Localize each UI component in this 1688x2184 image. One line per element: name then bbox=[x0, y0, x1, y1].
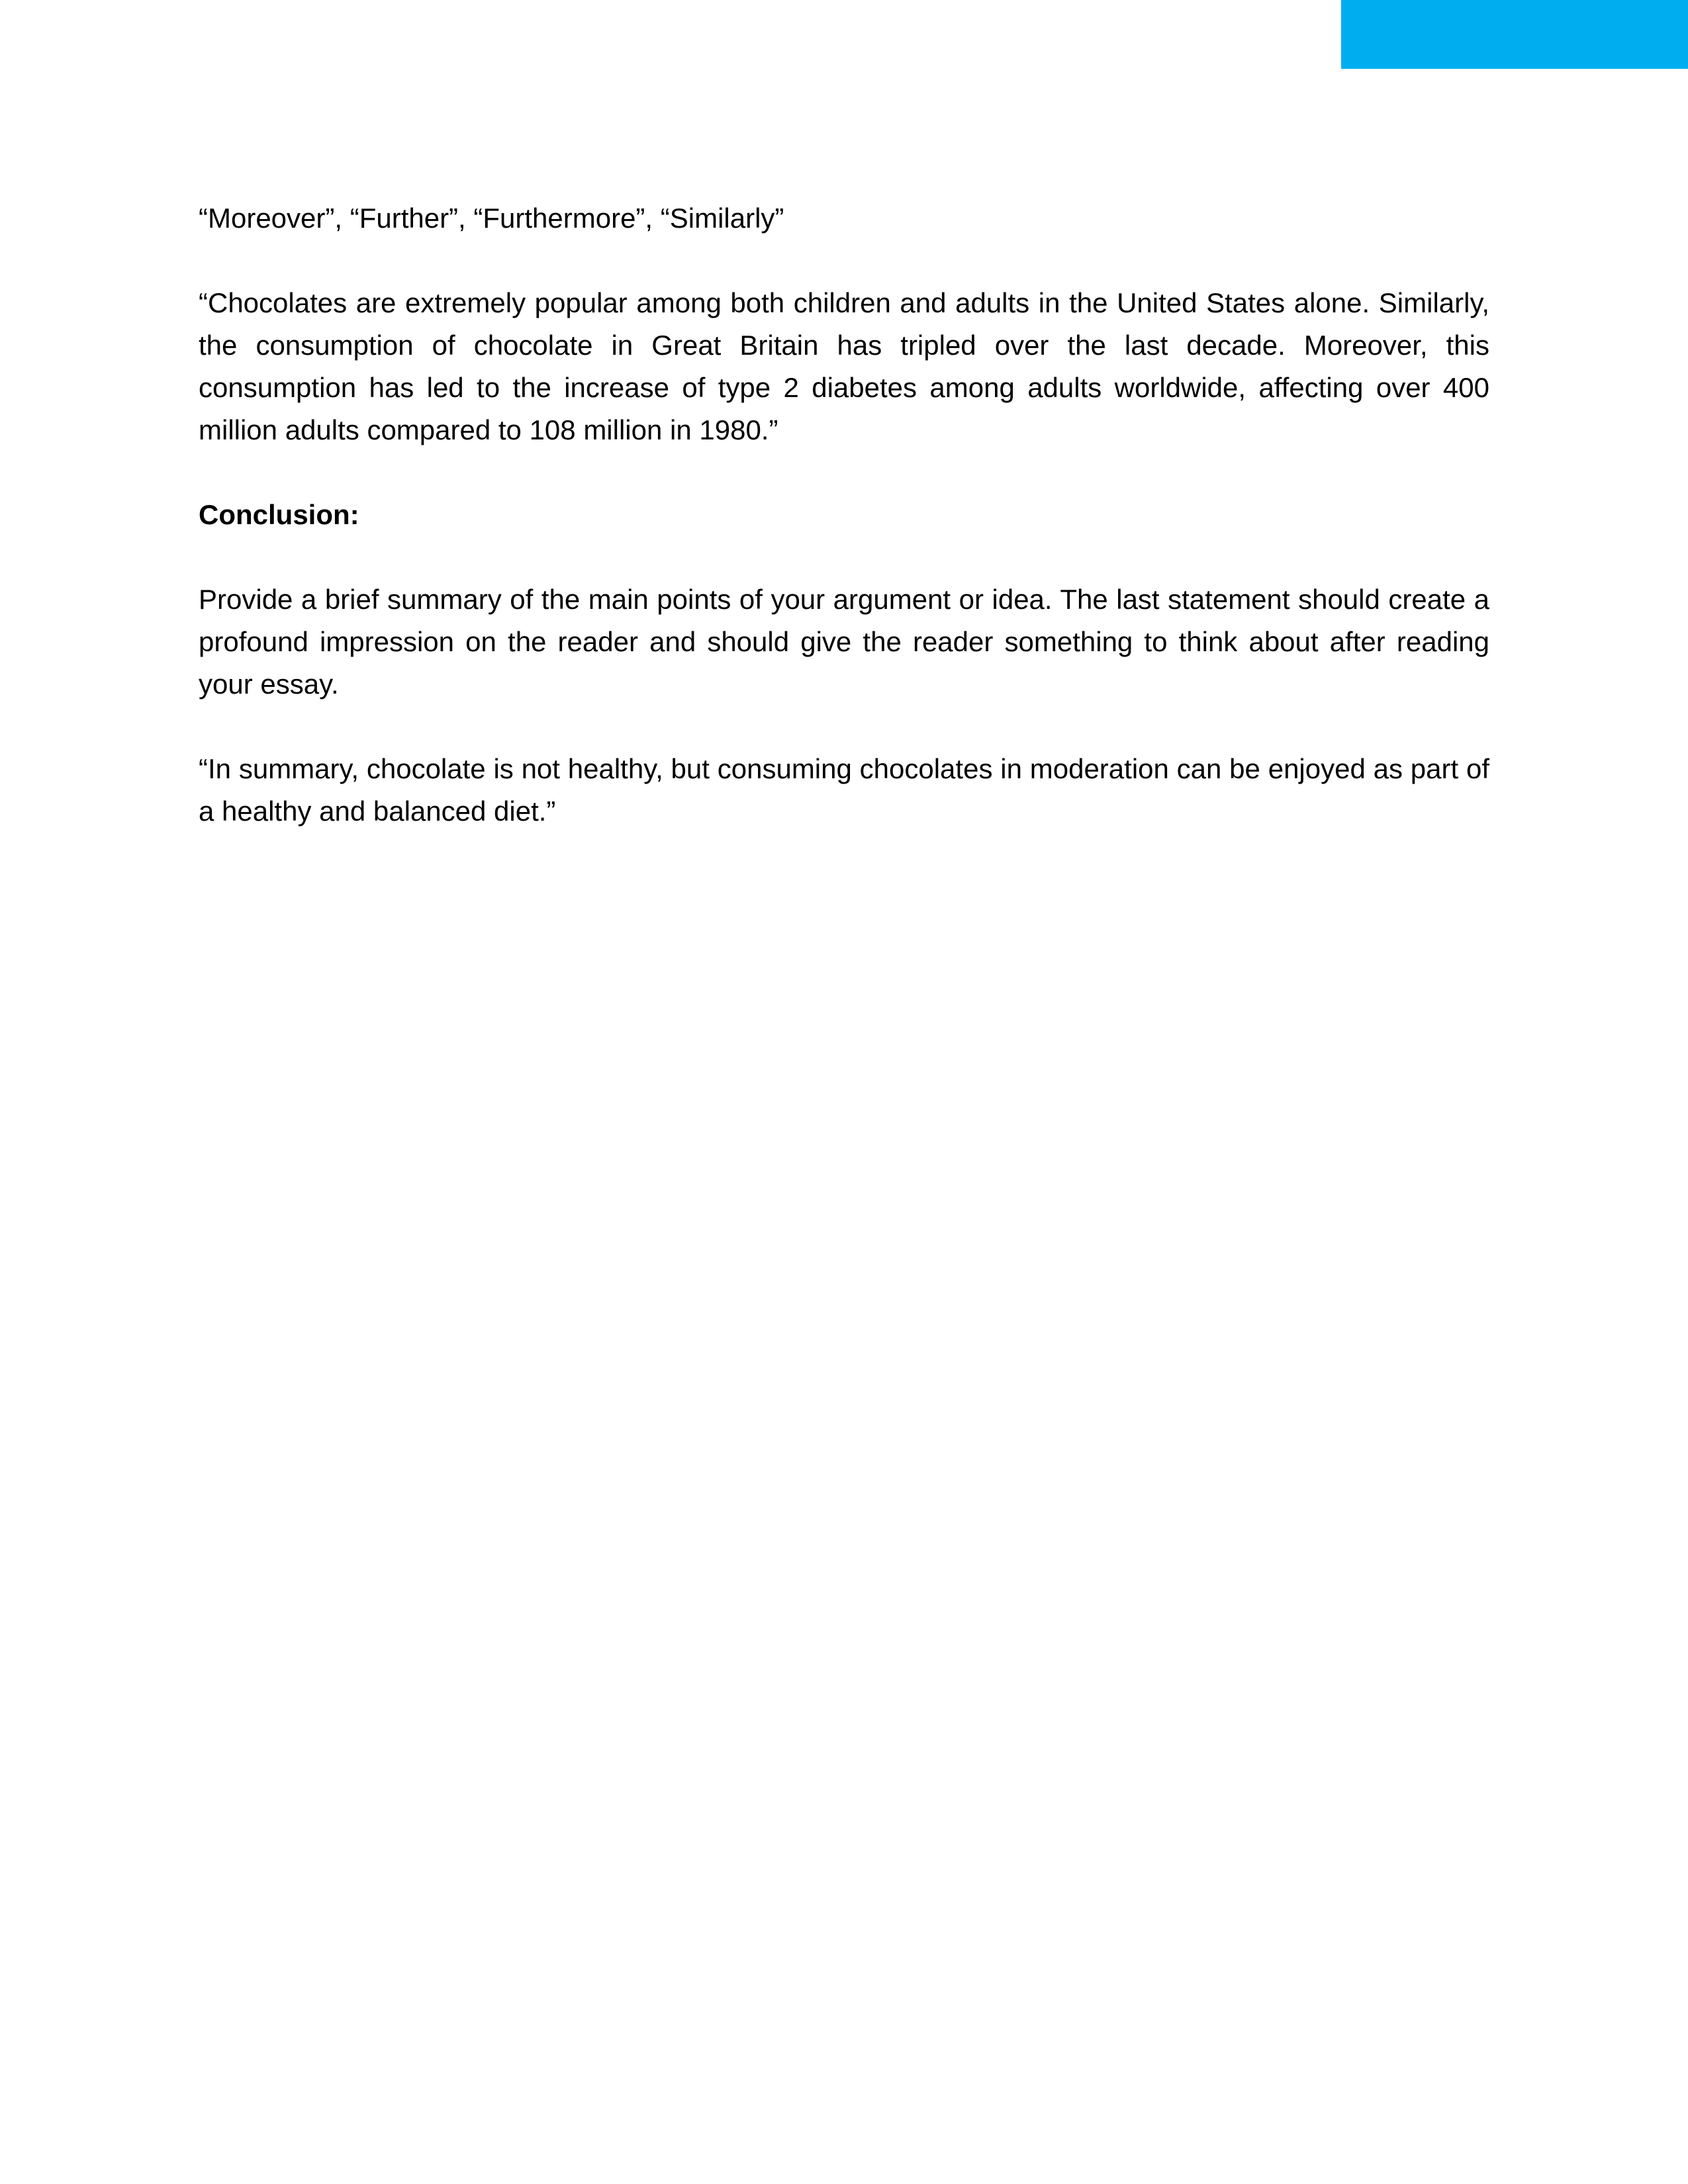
accent-corner-tab bbox=[1341, 0, 1688, 69]
example-paragraph: “Chocolates are extremely popular among both children and adults in the United States alone. Similarly, the consumption of chocolate in Great Britain has tripled over the last decade. Moreover, this consumption has led to the increase of type 2 diabetes among adults worldwide, affecting over 400 million adults compared to 108 million in 1980.” bbox=[199, 287, 1489, 445]
conclusion-instructions: Provide a brief summary of the main points of your argument or idea. The last statement should create a profound impression on the reader and should give the reader something to think about after reading your essay. bbox=[199, 584, 1489, 700]
document-body bbox=[199, 197, 1489, 875]
conclusion-heading: Conclusion: bbox=[199, 499, 359, 530]
transition-words-line: “Moreover”, “Further”, “Furthermore”, “Similarly” bbox=[199, 203, 784, 234]
conclusion-example: “In summary, chocolate is not healthy, but consuming chocolates in moderation can be enjoyed as part of a healthy and balanced diet.” bbox=[199, 753, 1489, 827]
